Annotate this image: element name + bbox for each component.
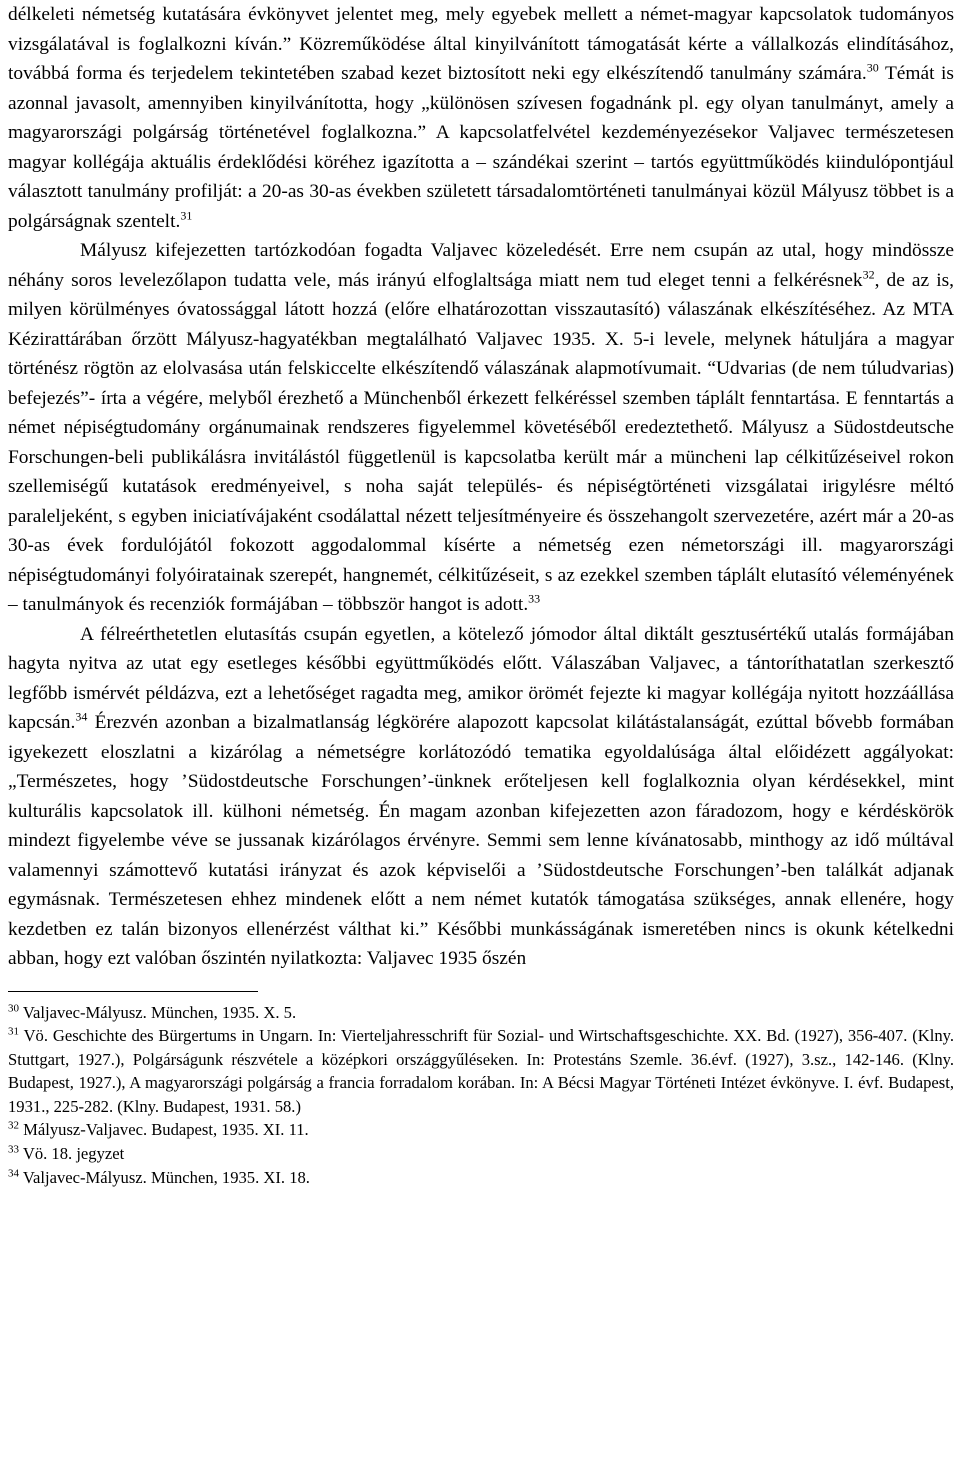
footnote-number: 31 bbox=[8, 1025, 19, 1038]
paragraph-2-text-a: Mályusz kifejezetten tartózkodóan fogadta Valjavec közeledését. Erre nem csupán az utal, hogy mindössze néhány soros levelezőlapon tudatta vele, más irányú elfoglaltsága miatt nem tud eleget tenni a felkérésnek bbox=[8, 240, 954, 291]
footnote-32 bbox=[8, 1118, 954, 1142]
footnote-31 bbox=[8, 1024, 954, 1118]
paragraph-3-text-b: Érezvén azonban a bizalmatlanság légkörére alapozott kapcsolat kilátástalanságát, ezúttal bővebb formában igyekezett eloszlatni a kizárólag a németségre korlátozódó tematika egyoldalúsága által előidézett aggályokat: „Természetes, hogy ’Südostdeutsche Forschungen’-ünknek erőteljesen kell foglalkoznia olyan kérdésekkel, mint kulturális kapcsolatok ill. külhoni németség. Én magam azonban kifejezetten azon fáradozom, hogy e kérdéskörök mindezt figyelembe véve se jussanak kizárólagos érvényre. Semmi sem lenne kívánatosabb, minthogy az idő múltával valamennyi számottevő kutatási irányzat és azok képviselői a ’Südostdeutsche Forschungen’-ben találkát adjanak egymásnak. Természetesen ehhez mindenek előtt a nem német kutatók támogatása szükséges, annak ellenére, hogy kezdetben ez talán bizonyos ellenérzést válthat ki.” Későbbi munkásságának ismeretében nincs is okunk kételkedni abban, hogy ezt valóban őszintén nyilatkozta: Valjavec 1935 őszén bbox=[8, 712, 954, 969]
footnote-33 bbox=[8, 1142, 954, 1166]
footnote-ref-33[interactable]: 33 bbox=[528, 591, 541, 606]
paragraph-2-text-b: , de az is, milyen körülményes óvatossággal látott hozzá (előre elhatározottan visszautasító) válaszának elkészítéséhez. Az MTA Kézirattárában őrzött Mályusz-hagyatékban megtalálható Valjavec 1935. X. 5-i levele, melynek hátuljára a magyar történész rögtön az elolvasása után felskiccelte elkészítendő válaszának alapmotívumait. “Udvarias (de nem túludvarias) befejezés”- írta a végére, melyből érezhető a Münchenből érkezett felkéréssel szemben táplált fenntartása. E fenntartás a német népiségtudomány orgánumainak rendszeres figyelemmel követéséből eredeztethető. Mályusz a Südostdeutsche Forschungen-beli publikálásra invitálástól függetlenül is kapcsolatba került már a müncheni lap célkitűzéseivel rokon szellemiségű kutatások eredményeivel, s noha saját település- és népiségtörténeti vizsgálatai irigylésre méltó paraleljeként, s egyben iniciatívájaként csodálattal nézett teljesítményeire és összehangolt szervezetére, azért már a 20-as 30-as évek fordulójától fokozott aggodalommal kísérte a németség ezen németországi ill. magyarországi népiségtudományi folyóiratainak szerepét, hangnemét, célkitűzéseit, s az ezekkel szemben táplált elutasító véleményének – tanulmányok és recenziók formájában – többször hangot is adott. bbox=[8, 269, 954, 615]
footnotes bbox=[8, 1001, 954, 1190]
footnote-text: Valjavec-Mályusz. München, 1935. X. 5. bbox=[19, 1002, 297, 1022]
body-text bbox=[8, 0, 954, 974]
paragraph-2 bbox=[8, 236, 954, 620]
footnote-number: 32 bbox=[8, 1119, 19, 1132]
footnote-ref-34[interactable]: 34 bbox=[75, 709, 88, 724]
footnote-text: Valjavec-Mályusz. München, 1935. XI. 18. bbox=[19, 1167, 310, 1187]
footnote-number: 30 bbox=[8, 1001, 19, 1014]
footnote-30 bbox=[8, 1001, 954, 1025]
footnote-separator bbox=[8, 991, 258, 992]
footnote-ref-32[interactable]: 32 bbox=[862, 267, 875, 282]
paragraph-3-text-a: A félreérthetetlen elutasítás csupán egyetlen, a kötelező jómodor által diktált gesztusértékű utalás formájában hagyta nyitva az utat egy esetleges későbbi együttműködés előtt. Válaszában Valjavec, a tántoríthatatlan szerkesztő legfőbb ismérvét példázva, ezt a lehetőséget ragadta meg, amikor örömét fejezte ki magyar kollégája nyitott hozzáállása kapcsán. bbox=[8, 623, 954, 733]
footnote-ref-30[interactable]: 30 bbox=[866, 60, 879, 75]
document-page bbox=[8, 0, 954, 1189]
footnote-number: 34 bbox=[8, 1167, 19, 1180]
paragraph-1-text-a: délkeleti németség kutatására évkönyvet jelentet meg, mely egyebek mellett a német-magyar kapcsolatok tudományos vizsgálatával is foglalkozni kíván.” Közreműködése által kinyilvánított támogatását kérte a vállalkozás elindításához, továbbá forma és terjedelem tekintetében szabad kezet biztosított neki egy elkészítendő tanulmány számára. bbox=[8, 4, 954, 84]
paragraph-1 bbox=[8, 0, 954, 236]
footnote-ref-31[interactable]: 31 bbox=[180, 208, 193, 223]
paragraph-1-text-b: Témát is azonnal javasolt, amennyiben kinyilvánította, hogy „különösen szívesen fogadnánk pl. egy olyan tanulmányt, amely a magyarországi polgárság történetével foglalkozna.” A kapcsolatfelvétel kezdeményezésekor Valjavec természetesen magyar kollégája aktuális érdeklődési köréhez igazította a – szándékai szerint – tartós együttműködés kiindulópontjául választott tanulmány profilját: a 20-as 30-as években született társadalomtörténeti tanulmányai közül Mályusz többet is a polgárságnak szentelt. bbox=[8, 63, 954, 232]
footnote-number: 33 bbox=[8, 1143, 19, 1156]
paragraph-3 bbox=[8, 620, 954, 974]
footnote-text: Vö. Geschichte des Bürgertums in Ungarn. In: Vierteljahresschrift für Sozial- und Wirtschaftsgeschichte. XX. Bd. (1927), 356-407. (Klny. Stuttgart, 1927.), Polgárságunk részvétele a középkori országgyűléseken. In: Protestáns Szemle. 36.évf. (1927), 3.sz., 142-146. (Klny. Budapest, 1927.), A magyarországi polgárság a francia forradalom korában. In: A Bécsi Magyar Történeti Intézet évkönyve. I. évf. Budapest, 1931., 225-282. (Klny. Budapest, 1931. 58.) bbox=[8, 1026, 954, 1116]
footnote-text: Vö. 18. jegyzet bbox=[19, 1144, 125, 1164]
footnote-34 bbox=[8, 1166, 954, 1190]
footnote-text: Mályusz-Valjavec. Budapest, 1935. XI. 11. bbox=[19, 1120, 309, 1140]
